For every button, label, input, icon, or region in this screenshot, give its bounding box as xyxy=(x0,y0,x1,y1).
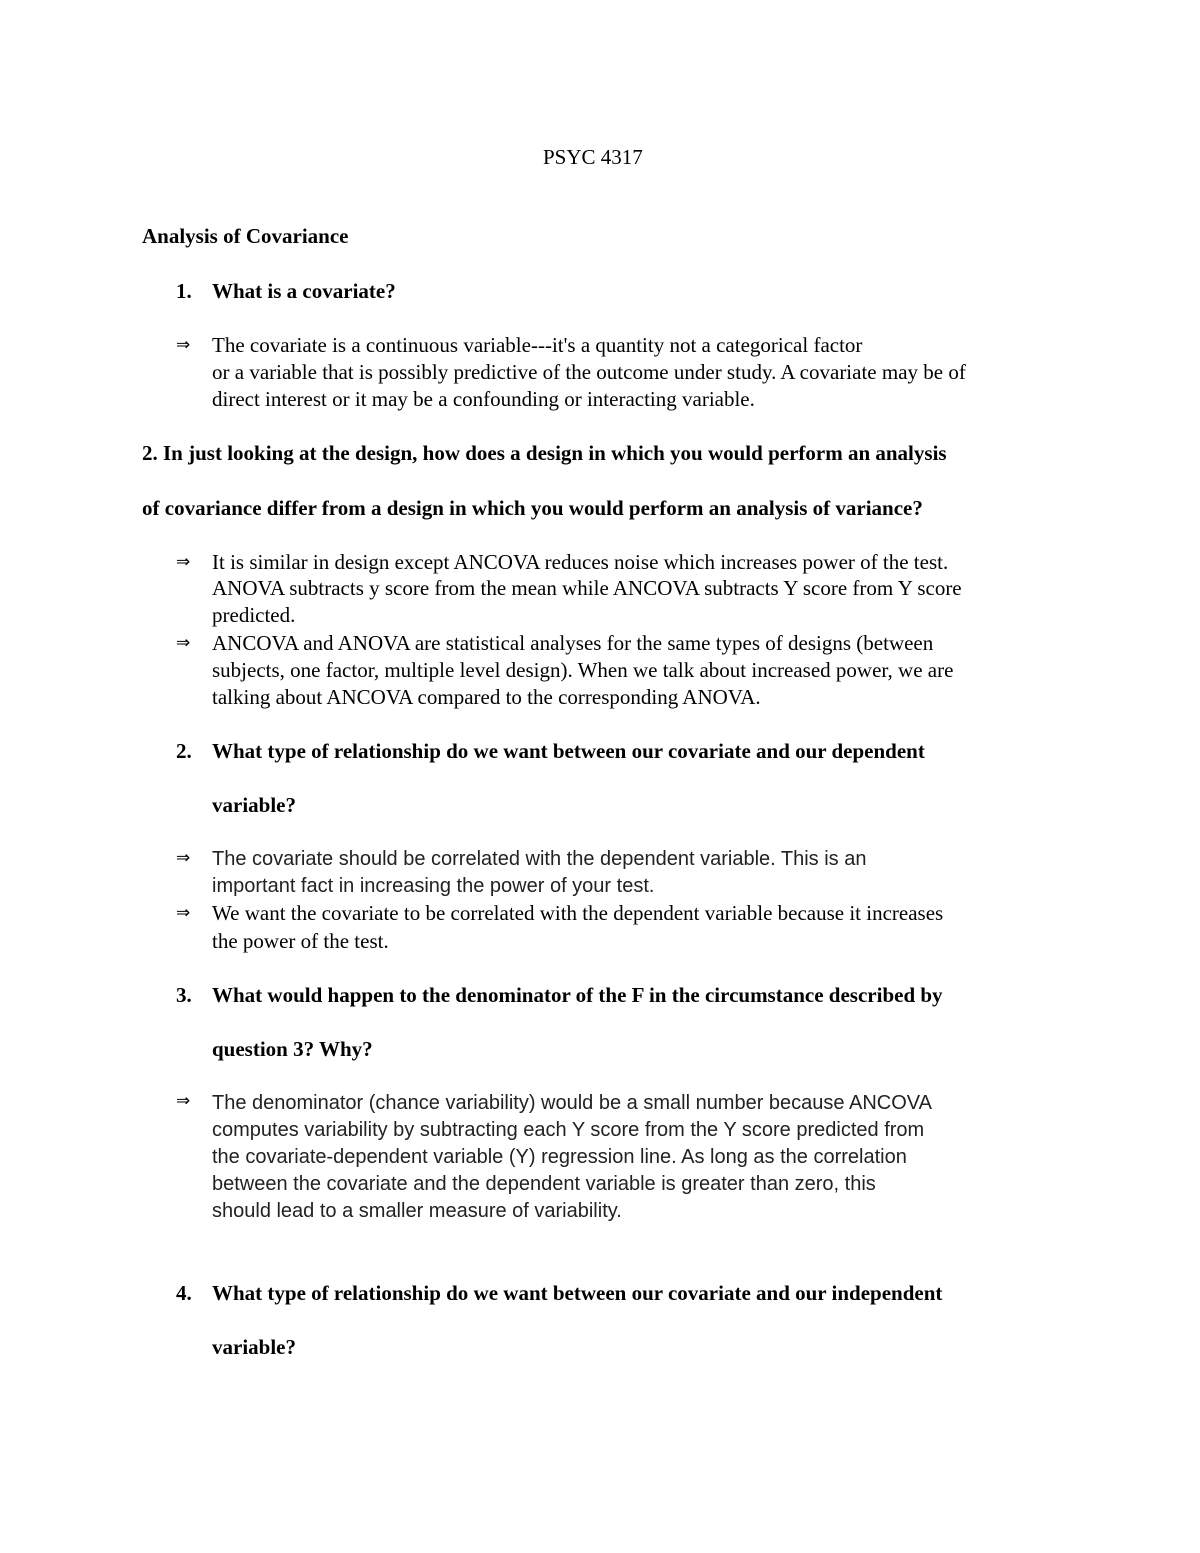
q1-answer-line: or a variable that is possibly predictive of the outcome under study. A covariate may be of xyxy=(212,360,966,384)
q2b-number: 2. xyxy=(176,739,192,763)
q2a-answer2-line: subjects, one factor, multiple level design). When we talk about increased power, we are xyxy=(212,658,954,682)
q1-number: 1. xyxy=(176,279,192,303)
q2a-answer1-line: predicted. xyxy=(212,603,296,627)
q1-answer-line: The covariate is a continuous variable---it's a quantity not a categorical factor xyxy=(212,333,863,357)
course-code: PSYC 4317 xyxy=(543,145,643,169)
q3-question-line: question 3? Why? xyxy=(212,1037,373,1061)
q3-answer-line: computes variability by subtracting each Y score from the Y score predicted from xyxy=(212,1119,925,1141)
q2a-question-line: 2. In just looking at the design, how does a design in which you would perform an analysis xyxy=(142,441,947,465)
q1-answer-line: direct interest or it may be a confounding or interacting variable. xyxy=(212,387,755,411)
q2b-answer2-line: We want the covariate to be correlated with the dependent variable because it increases xyxy=(212,901,944,925)
q2b-question-line: What type of relationship do we want between our covariate and our dependent xyxy=(212,739,925,763)
section-title: Analysis of Covariance xyxy=(142,224,349,248)
arrow-bullet-icon: ⇒ xyxy=(176,633,191,653)
q2a-question-line: of covariance differ from a design in which you would perform an analysis of variance? xyxy=(142,496,923,520)
q3-answer-line: between the covariate and the dependent variable is greater than zero, this xyxy=(212,1173,876,1195)
q3-answer-line: The denominator (chance variability) would be a small number because ANCOVA xyxy=(212,1092,932,1114)
q4-question-line: What type of relationship do we want between our covariate and our independent xyxy=(212,1281,943,1305)
arrow-bullet-icon: ⇒ xyxy=(176,903,191,923)
arrow-bullet-icon: ⇒ xyxy=(176,335,191,355)
q2b-answer1-line: important fact in increasing the power of your test. xyxy=(212,875,655,897)
q2a-answer1-line: ANOVA subtracts y score from the mean while ANCOVA subtracts Y score from Y score xyxy=(212,576,962,600)
q4-question-line: variable? xyxy=(212,1335,296,1359)
q4-number: 4. xyxy=(176,1281,192,1305)
q2b-answer1-line: The covariate should be correlated with the dependent variable. This is an xyxy=(212,848,867,870)
q3-answer-line: the covariate-dependent variable (Y) regression line. As long as the correlation xyxy=(212,1146,907,1168)
q2b-answer2-line: the power of the test. xyxy=(212,929,389,953)
q2a-answer2-line: ANCOVA and ANOVA are statistical analyses for the same types of designs (between xyxy=(212,631,934,655)
q1-question: What is a covariate? xyxy=(212,279,396,303)
q2b-question-line: variable? xyxy=(212,793,296,817)
q2a-answer2-line: talking about ANCOVA compared to the corresponding ANOVA. xyxy=(212,685,761,709)
arrow-bullet-icon: ⇒ xyxy=(176,1091,191,1111)
q2a-answer1-line: It is similar in design except ANCOVA reduces noise which increases power of the test. xyxy=(212,550,949,574)
arrow-bullet-icon: ⇒ xyxy=(176,848,191,868)
q3-question-line: What would happen to the denominator of the F in the circumstance described by xyxy=(212,983,943,1007)
q3-number: 3. xyxy=(176,983,192,1007)
q3-answer-line: should lead to a smaller measure of variability. xyxy=(212,1200,622,1222)
arrow-bullet-icon: ⇒ xyxy=(176,552,191,572)
